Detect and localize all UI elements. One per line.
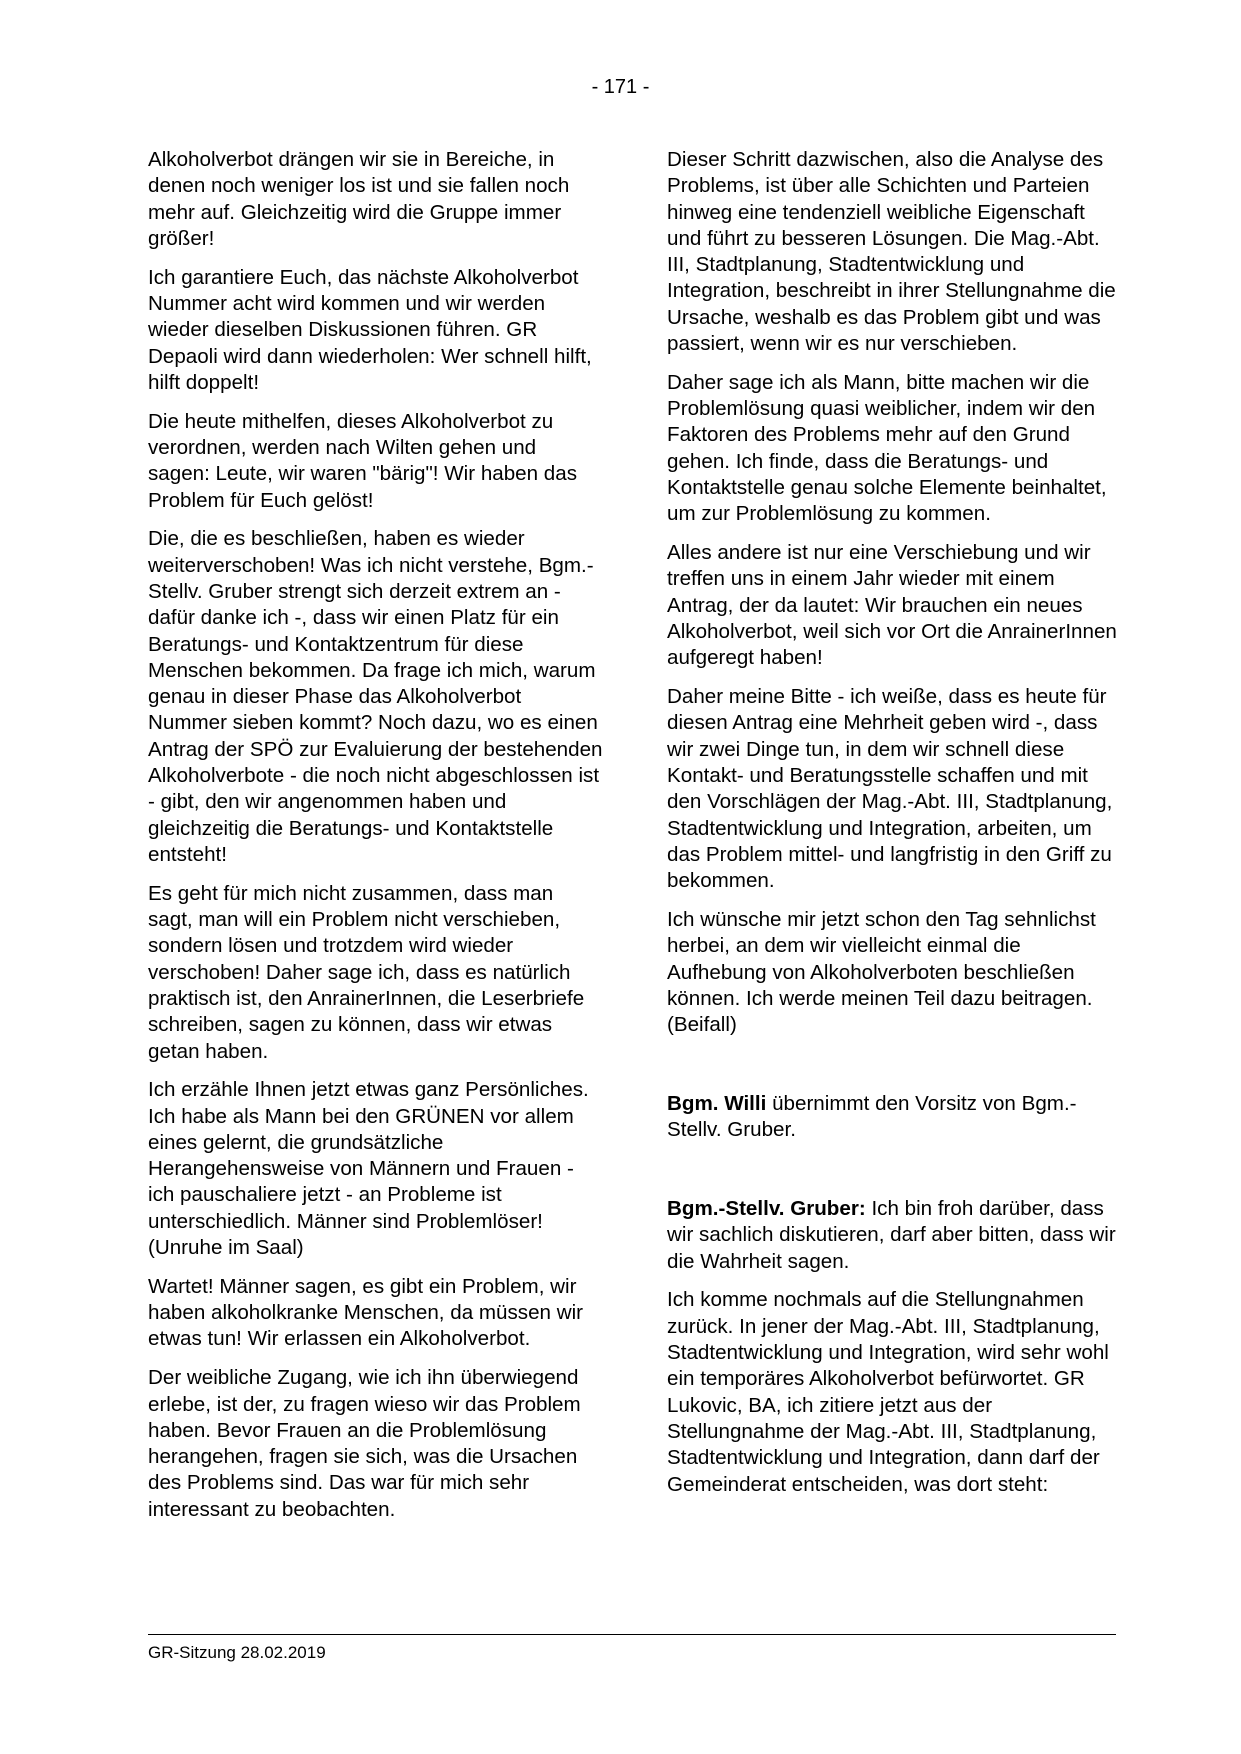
paragraph: Ich komme nochmals auf die Stellungnahmen zurück. In jener der Mag.-Abt. III, Stadtplanung, Stadtentwicklung und Integration, wird sehr wohl ein temporäres Alkoholverbot befürwortet. GR Lukovic, BA, ich zitiere jetzt aus der Stellungnahme der Mag.-Abt. III, Stadtplanung, Stadtentwicklung und Integration, dann darf der Gemeinderat entscheiden, was dort steht: [667,1288,1109,1496]
speaker-paragraph [667,1196,1122,1275]
paragraph: Es geht für mich nicht zusammen, dass man sagt, man will ein Problem nicht verschieben, sondern lösen und trotzdem wird wieder verschoben! Daher sage ich, dass es natürlich praktisch ist, den AnrainerInnen, die Leserbriefe schreiben, sagen zu können, dass wir etwas getan haben. [148,881,585,1063]
footer-session-date: GR-Sitzung 28.02.2019 [148,1643,326,1662]
chair-change-text: übernimmt den Vorsitz von Bgm.-Stellv. Gruber. [667,1092,1077,1142]
paragraph: Ich garantiere Euch, das nächste Alkoholverbot Nummer acht wird kommen und wir werden wieder dieselben Diskussionen führen. GR Depaoli wird dann wiederholen: Wer schnell hilft, hilft doppelt! [148,265,592,394]
speaker-name: Bgm.-Stellv. Gruber: [667,1197,866,1221]
right-column [667,147,1122,1510]
paragraph: Ich wünsche mir jetzt schon den Tag sehnlichst herbei, an dem wir vielleicht einmal die Aufhebung von Alkoholverboten beschließen können. Ich werde meinen Teil dazu beitragen. (Beifall) [667,908,1096,1037]
paragraph: Alles andere ist nur eine Verschiebung und wir treffen uns in einem Jahr wieder mit einem Antrag, der da lautet: Wir brauchen ein neues Alkoholverbot, weil sich vor Ort die AnrainerInnen aufgeregt haben! [667,541,1117,670]
page-number: - 171 - [591,76,650,98]
paragraph: Wartet! Männer sagen, es gibt ein Problem, wir haben alkoholkranke Menschen, da müssen wir etwas tun! Wir erlassen ein Alkoholverbot. [148,1274,584,1351]
paragraph: Die, die es beschließen, haben es wieder weiterverschoben! Was ich nicht verstehe, Bgm.-Stellv. Gruber strengt sich derzeit extrem an - dafür danke ich -, dass wir einen Platz für ein Beratungs- und Kontaktzentrum für diese Menschen bekommen. Da frage ich mich, warum genau in dieser Phase das Alkoholverbot Nummer sieben kommt? Noch dazu, wo es einen Antrag der SPÖ zur Evaluierung der bestehenden Alkoholverbote - die noch nicht abgeschlossen ist - gibt, den wir angenommen haben und gleichzeitig die Beratungs- und Kontaktstelle entsteht! [148,527,603,866]
paragraph: Daher meine Bitte - ich weiße, dass es heute für diesen Antrag eine Mehrheit geben wird -, dass wir zwei Dinge tun, in dem wir schnell diese Kontakt- und Beratungsstelle schaffen und mit den Vorschlägen der Mag.-Abt. III, Stadtplanung, Stadtentwicklung und Integration, arbeiten, um das Problem mittel- und langfristig in den Griff zu bekommen. [667,685,1113,893]
chair-change-paragraph [667,1091,1122,1144]
paragraph: Die heute mithelfen, dieses Alkoholverbot zu verordnen, werden nach Wilten gehen und sagen: Leute, wir waren "bärig"! Wir haben das Problem für Euch gelöst! [148,409,578,512]
paragraph: Dieser Schritt dazwischen, also die Analyse des Problems, ist über alle Schichten und Parteien hinweg eine tendenziell weibliche Eigenschaft und führt zu besseren Lösungen. Die Mag.-Abt. III, Stadtplanung, Stadtentwicklung und Integration, beschreibt in ihrer Stellungnahme die Ursache, weshalb es das Problem gibt und was passiert, wenn wir es nur verschieben. [667,148,1116,356]
paragraph: Der weibliche Zugang, wie ich ihn überwiegend erlebe, ist der, zu fragen wieso wir das Problem haben. Bevor Frauen an die Problemlösung herangehen, fragen sie sich, was die Ursachen des Problems sind. Das war für mich sehr interessant zu beobachten. [148,1366,581,1521]
paragraph: Daher sage ich als Mann, bitte machen wir die Problemlösung quasi weiblicher, indem wir den Faktoren des Problems mehr auf den Grund gehen. Ich finde, dass die Beratungs- und Kontaktstelle genau solche Elemente beinhaltet, um zur Problemlösung zu kommen. [667,370,1107,526]
spacer [667,1051,1122,1091]
footer-divider [148,1634,1116,1635]
paragraph: Alkoholverbot drängen wir sie in Bereiche, in denen noch weniger los ist und sie fallen noch mehr auf. Gleichzeitig wird die Gruppe immer größer! [148,148,570,250]
speaker-text: Ich bin froh darüber, dass wir sachlich diskutieren, darf aber bitten, dass wir die Wahrheit sagen. [667,1197,1116,1273]
spacer [667,1156,1122,1196]
paragraph: Ich erzähle Ihnen jetzt etwas ganz Persönliches. Ich habe als Mann bei den GRÜNEN vor allem eines gelernt, die grundsätzliche Herangehensweise von Männern und Frauen - ich pauschaliere jetzt - an Probleme ist unterschiedlich. Männer sind Problemlöser! (Unruhe im Saal) [148,1078,589,1260]
chair-speaker-name: Bgm. Willi [667,1092,767,1115]
left-column [148,147,603,1536]
